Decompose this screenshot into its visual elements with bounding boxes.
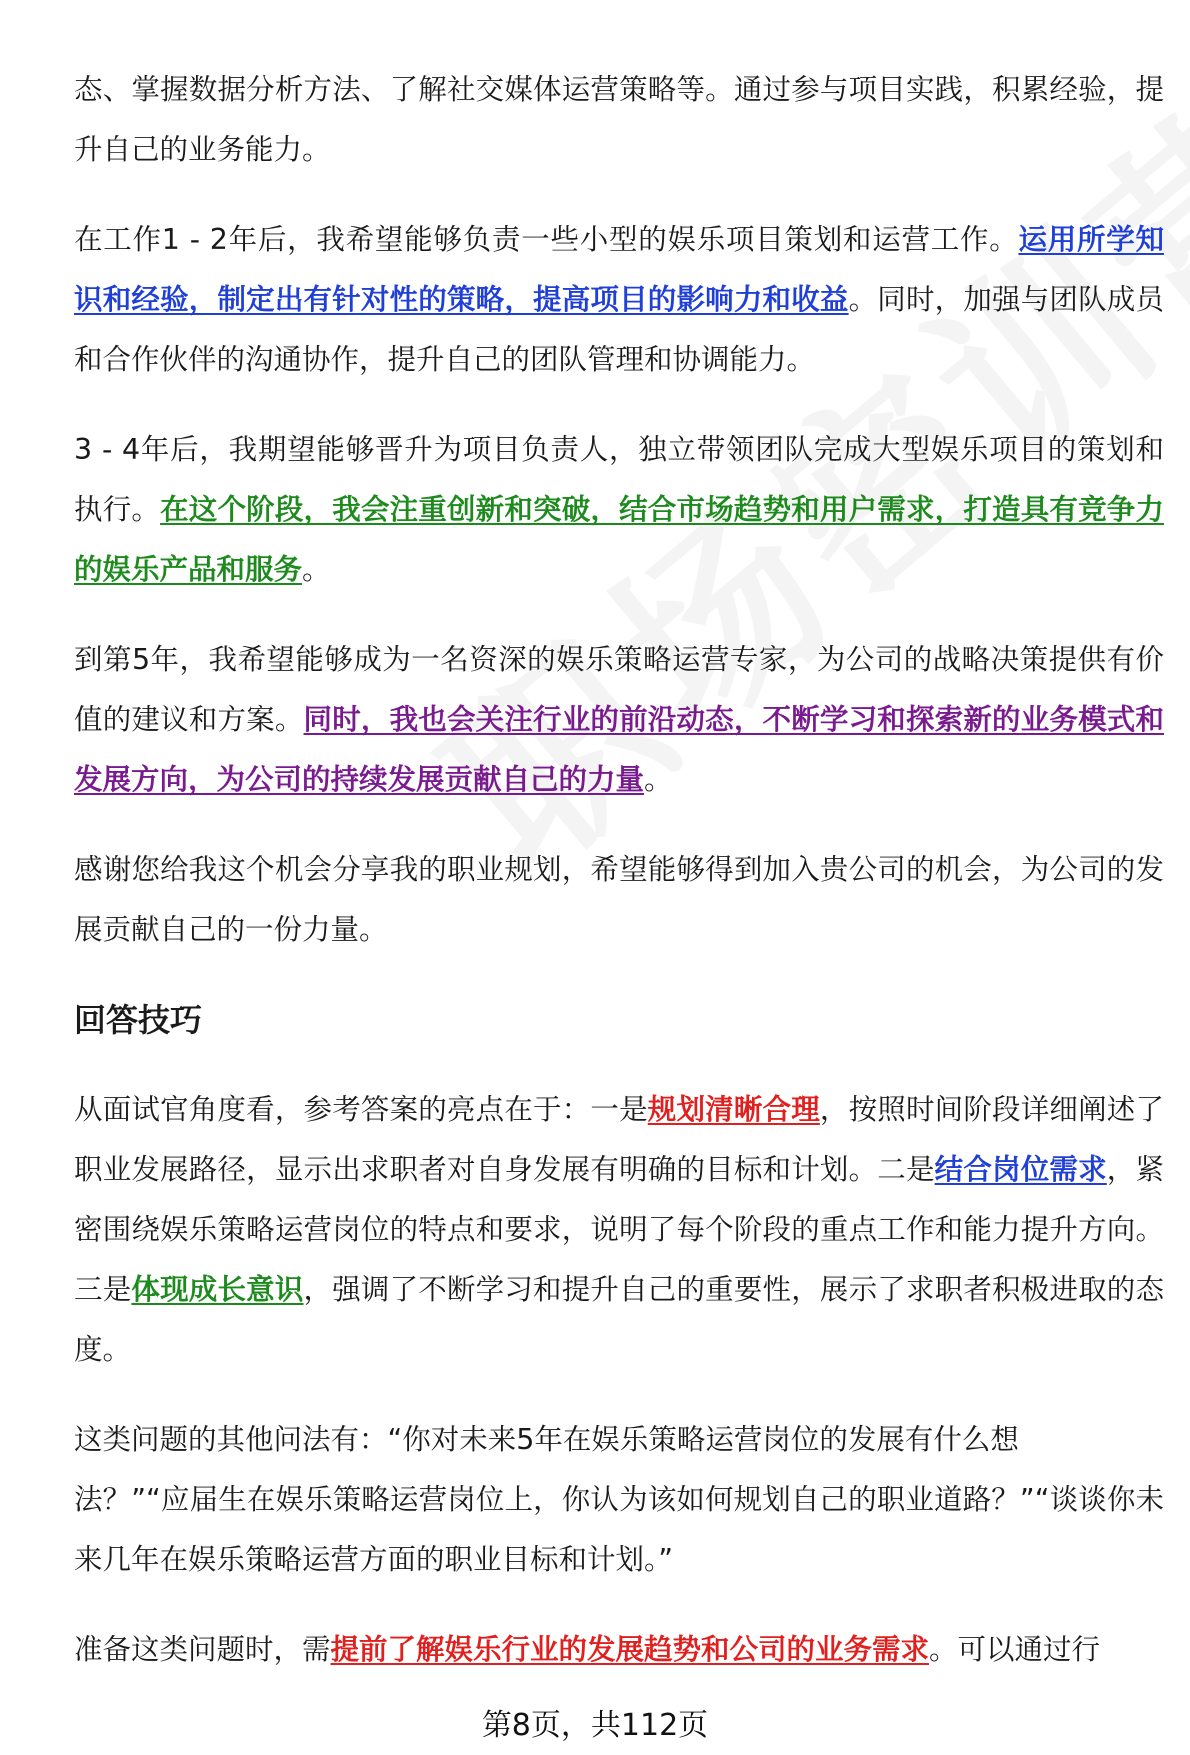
page-number-footer: 第8页，共112页 xyxy=(481,1708,709,1743)
paragraph-8-text-after: 。可以通过行 xyxy=(929,1633,1101,1666)
paragraph-6-highlight-3: 体现成长意识 xyxy=(131,1273,304,1306)
paragraph-3-text-before: 3 - 4年后，我期望能够晋升为项目负责人，独立带领团队完成大型娱乐项目的策划和执行。 xyxy=(74,433,1164,526)
paragraph-6-text-3: ，紧密围绕娱乐策略运营岗位的特点和要求，说明了每个阶段的重点工作和能力提升方向。三是 xyxy=(74,1153,1164,1306)
paragraph-8-highlight: 提前了解娱乐行业的发展趋势和公司的业务需求 xyxy=(330,1633,930,1666)
paragraph-6-text-1: 从面试官角度看，参考答案的亮点在于：一是 xyxy=(74,1093,648,1126)
paragraph-2-text-after: 。同时，加强与团队成员和合作伙伴的沟通协作，提升自己的团队管理和协调能力。 xyxy=(74,283,1164,376)
paragraph-8 xyxy=(74,1620,1164,1680)
paragraph-1-text: 态、掌握数据分析方法、了解社交媒体运营策略等。通过参与项目实践，积累经验，提升自己的业务能力。 xyxy=(74,73,1164,166)
paragraph-2-highlight: 运用所学知识和经验，制定出有针对性的策略，提高项目的影响力和收益 xyxy=(74,223,1164,316)
paragraph-3-text-after: 。 xyxy=(302,553,331,586)
section-heading: 回答技巧 xyxy=(74,1001,203,1039)
paragraph-6-highlight-2: 结合岗位需求 xyxy=(934,1153,1107,1186)
paragraph-7-line-1: 这类问题的其他问法有：“你对未来5年在娱乐策略运营岗位的发展有什么想 xyxy=(74,1423,1019,1456)
paragraph-4-highlight: 同时，我也会关注行业的前沿动态，不断学习和探索新的业务模式和发展方向，为公司的持续发展贡献自己的力量 xyxy=(74,703,1164,796)
paragraph-4-text-before: 到第5年，我希望能够成为一名资深的娱乐策略运营专家，为公司的战略决策提供有价值的建议和方案。 xyxy=(74,643,1164,736)
paragraph-3-highlight: 在这个阶段，我会注重创新和突破，结合市场趋势和用户需求，打造具有竞争力的娱乐产品和服务 xyxy=(74,493,1164,586)
paragraph-4 xyxy=(74,630,1164,810)
paragraph-2-text-before: 在工作1 - 2年后，我希望能够负责一些小型的娱乐项目策划和运营工作。 xyxy=(74,223,1019,256)
paragraph-3 xyxy=(74,420,1164,600)
paragraph-5 xyxy=(74,840,1164,960)
paragraph-7-line-2: 法？”“应届生在娱乐策略运营岗位上，你认为该如何规划自己的职业道路？”“谈谈你未来几年在娱乐策略运营方面的职业目标和计划。” xyxy=(74,1483,1164,1576)
paragraph-6-text-4: ，强调了不断学习和提升自己的重要性，展示了求职者积极进取的态度。 xyxy=(74,1273,1164,1366)
paragraph-6 xyxy=(74,1080,1164,1380)
paragraph-2 xyxy=(74,210,1164,390)
document-body xyxy=(74,60,1164,1710)
paragraph-6-text-2: ，按照时间阶段详细阐述了职业发展路径，显示出求职者对自身发展有明确的目标和计划。二是 xyxy=(74,1093,1164,1186)
paragraph-4-text-after: 。 xyxy=(644,763,673,796)
paragraph-1 xyxy=(74,60,1164,180)
paragraph-5-text: 感谢您给我这个机会分享我的职业规划，希望能够得到加入贵公司的机会，为公司的发展贡献自己的一份力量。 xyxy=(74,853,1164,946)
paragraph-6-highlight-1: 规划清晰合理 xyxy=(647,1093,820,1126)
paragraph-8-text-before: 准备这类问题时，需 xyxy=(74,1633,331,1666)
paragraph-7 xyxy=(74,1410,1164,1590)
